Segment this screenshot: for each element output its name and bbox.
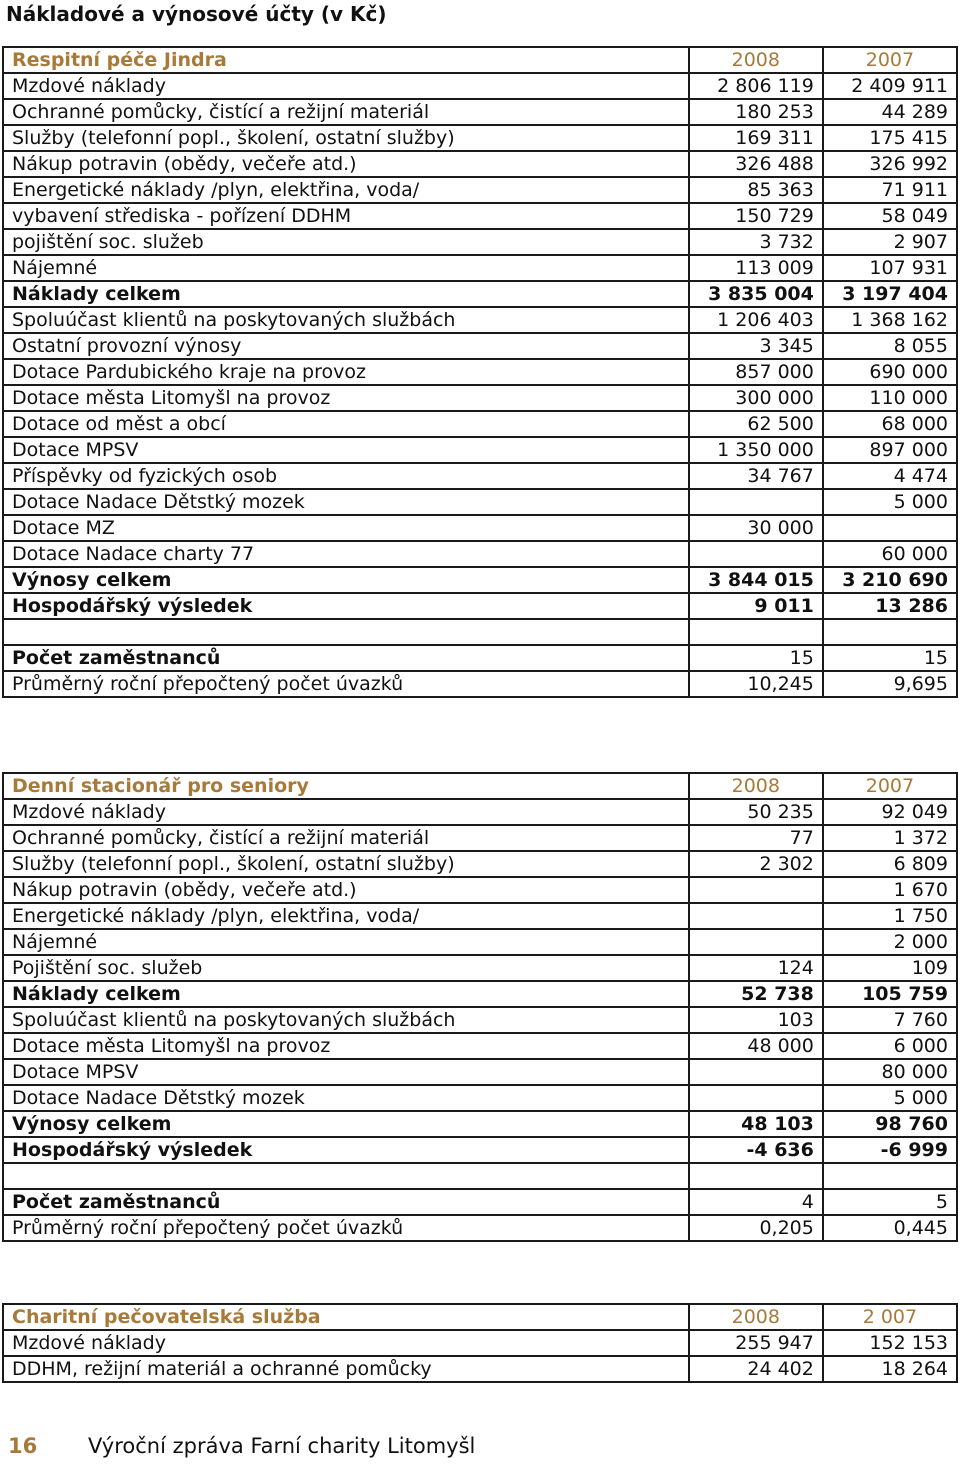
row-value [823, 619, 957, 645]
row-value: 34 767 [689, 463, 823, 489]
table-row [3, 903, 957, 929]
table-row [3, 489, 957, 515]
year-header: 2 007 [823, 1304, 957, 1330]
row-value: 109 [823, 955, 957, 981]
row-value [689, 489, 823, 515]
row-value: 124 [689, 955, 823, 981]
row-value [689, 877, 823, 903]
table-row [3, 463, 957, 489]
row-label [3, 1163, 689, 1189]
row-value: 50 235 [689, 799, 823, 825]
year-header: 2008 [689, 47, 823, 73]
row-value: 0,205 [689, 1215, 823, 1241]
row-value: 113 009 [689, 255, 823, 281]
cost-revenue-table-care-service [2, 1303, 958, 1383]
row-value: 897 000 [823, 437, 957, 463]
row-value: 1 368 162 [823, 307, 957, 333]
row-value: 300 000 [689, 385, 823, 411]
table-row [3, 825, 957, 851]
row-label: Dotace MPSV [3, 1059, 689, 1085]
table-row [3, 955, 957, 981]
table-header-row [3, 1304, 957, 1330]
row-value: 169 311 [689, 125, 823, 151]
row-label: Příspěvky od fyzických osob [3, 463, 689, 489]
row-value: 2 806 119 [689, 73, 823, 99]
table-row [3, 1033, 957, 1059]
row-value: 326 992 [823, 151, 957, 177]
row-value: 2 302 [689, 851, 823, 877]
row-value [689, 1059, 823, 1085]
cost-revenue-table-respite-care [2, 46, 958, 698]
row-value: 3 197 404 [823, 281, 957, 307]
row-value: 4 [689, 1189, 823, 1215]
row-value: 58 049 [823, 203, 957, 229]
row-value: 2 409 911 [823, 73, 957, 99]
row-label: Služby (telefonní popl., školení, ostatní služby) [3, 125, 689, 151]
table-row [3, 981, 957, 1007]
row-label: Výnosy celkem [3, 567, 689, 593]
row-value [689, 619, 823, 645]
table-row [3, 593, 957, 619]
section-title: Respitní péče Jindra [3, 47, 689, 73]
row-value: 10,245 [689, 671, 823, 697]
row-label: vybavení střediska - pořízení DDHM [3, 203, 689, 229]
row-value [689, 1163, 823, 1189]
row-value: 92 049 [823, 799, 957, 825]
row-label: Spoluúčast klientů na poskytovaných službách [3, 307, 689, 333]
row-value: 6 000 [823, 1033, 957, 1059]
row-value: 3 210 690 [823, 567, 957, 593]
table-row [3, 203, 957, 229]
row-value: 15 [823, 645, 957, 671]
table-row [3, 281, 957, 307]
row-value: 3 732 [689, 229, 823, 255]
row-value: 71 911 [823, 177, 957, 203]
row-label: pojištění soc. služeb [3, 229, 689, 255]
row-label: Počet zaměstnanců [3, 1189, 689, 1215]
row-value: 24 402 [689, 1356, 823, 1382]
row-label: Průměrný roční přepočtený počet úvazků [3, 1215, 689, 1241]
row-label: Nájemné [3, 255, 689, 281]
table-row [3, 73, 957, 99]
table-row [3, 229, 957, 255]
row-value: 107 931 [823, 255, 957, 281]
section-title: Charitní pečovatelská služba [3, 1304, 689, 1330]
row-value: 255 947 [689, 1330, 823, 1356]
row-label: Mzdové náklady [3, 1330, 689, 1356]
table-row [3, 437, 957, 463]
row-label: Počet zaměstnanců [3, 645, 689, 671]
row-value [823, 1163, 957, 1189]
row-label: Spoluúčast klientů na poskytovaných službách [3, 1007, 689, 1033]
row-label: Služby (telefonní popl., školení, ostatní služby) [3, 851, 689, 877]
table-row [3, 359, 957, 385]
row-value: 48 103 [689, 1111, 823, 1137]
year-header: 2008 [689, 773, 823, 799]
row-value: 68 000 [823, 411, 957, 437]
table-row [3, 1330, 957, 1356]
table-row [3, 567, 957, 593]
row-value [823, 515, 957, 541]
row-label: Náklady celkem [3, 281, 689, 307]
row-value: 48 000 [689, 1033, 823, 1059]
row-value [689, 929, 823, 955]
row-value: 18 264 [823, 1356, 957, 1382]
row-value: 9,695 [823, 671, 957, 697]
row-value: 13 286 [823, 593, 957, 619]
row-value: 152 153 [823, 1330, 957, 1356]
page-title: Nákladové a výnosové účty (v Kč) [6, 2, 387, 26]
table-row [3, 851, 957, 877]
row-label: Nákup potravin (obědy, večeře atd.) [3, 151, 689, 177]
row-label: Dotace města Litomyšl na provoz [3, 385, 689, 411]
row-label: DDHM, režijní materiál a ochranné pomůcky [3, 1356, 689, 1382]
table-row [3, 1111, 957, 1137]
row-value: -6 999 [823, 1137, 957, 1163]
table-header-row [3, 47, 957, 73]
table-row [3, 99, 957, 125]
table-row [3, 671, 957, 697]
row-value [689, 1085, 823, 1111]
table-row [3, 307, 957, 333]
row-value: 150 729 [689, 203, 823, 229]
row-label: Mzdové náklady [3, 799, 689, 825]
table-row [3, 1137, 957, 1163]
page-footer [8, 1434, 475, 1458]
table-row [3, 645, 957, 671]
row-value: 9 011 [689, 593, 823, 619]
row-value: 98 760 [823, 1111, 957, 1137]
row-value: 44 289 [823, 99, 957, 125]
row-label: Dotace Pardubického kraje na provoz [3, 359, 689, 385]
table-row [3, 1189, 957, 1215]
row-label [3, 619, 689, 645]
row-value: 3 844 015 [689, 567, 823, 593]
section-title: Denní stacionář pro seniory [3, 773, 689, 799]
row-label: Dotace od měst a obcí [3, 411, 689, 437]
row-value: 857 000 [689, 359, 823, 385]
year-header: 2008 [689, 1304, 823, 1330]
row-label: Dotace Nadace Dětstký mozek [3, 1085, 689, 1111]
row-label: Náklady celkem [3, 981, 689, 1007]
table-row [3, 877, 957, 903]
row-label: Energetické náklady /plyn, elektřina, voda/ [3, 903, 689, 929]
row-value: 1 372 [823, 825, 957, 851]
table-row [3, 619, 957, 645]
table-row [3, 385, 957, 411]
row-label: Energetické náklady /plyn, elektřina, voda/ [3, 177, 689, 203]
row-value: 110 000 [823, 385, 957, 411]
page-number: 16 [8, 1434, 38, 1458]
table-row [3, 411, 957, 437]
row-value: 1 206 403 [689, 307, 823, 333]
row-value: 1 750 [823, 903, 957, 929]
table-row [3, 1215, 957, 1241]
row-label: Mzdové náklady [3, 73, 689, 99]
table-row [3, 151, 957, 177]
row-value: 103 [689, 1007, 823, 1033]
year-header: 2007 [823, 47, 957, 73]
row-value: 180 253 [689, 99, 823, 125]
table-header-row [3, 773, 957, 799]
row-value: 5 [823, 1189, 957, 1215]
row-label: Ochranné pomůcky, čistící a režijní materiál [3, 825, 689, 851]
row-value [689, 541, 823, 567]
row-label: Ostatní provozní výnosy [3, 333, 689, 359]
year-header: 2007 [823, 773, 957, 799]
table-row [3, 541, 957, 567]
row-value: 0,445 [823, 1215, 957, 1241]
row-label: Nákup potravin (obědy, večeře atd.) [3, 877, 689, 903]
row-label: Nájemné [3, 929, 689, 955]
row-value: 80 000 [823, 1059, 957, 1085]
row-label: Průměrný roční přepočtený počet úvazků [3, 671, 689, 697]
row-value: 105 759 [823, 981, 957, 1007]
row-value: 4 474 [823, 463, 957, 489]
row-label: Dotace Nadace Dětstký mozek [3, 489, 689, 515]
row-value: 85 363 [689, 177, 823, 203]
row-label: Dotace MZ [3, 515, 689, 541]
row-value: 6 809 [823, 851, 957, 877]
row-label: Pojištění soc. služeb [3, 955, 689, 981]
row-value: 62 500 [689, 411, 823, 437]
table-row [3, 1356, 957, 1382]
row-value: 2 000 [823, 929, 957, 955]
row-value: 5 000 [823, 489, 957, 515]
table-row [3, 333, 957, 359]
row-value: 3 835 004 [689, 281, 823, 307]
row-value: 175 415 [823, 125, 957, 151]
table-row [3, 515, 957, 541]
row-value: -4 636 [689, 1137, 823, 1163]
table-row [3, 1059, 957, 1085]
row-label: Dotace města Litomyšl na provoz [3, 1033, 689, 1059]
table-row [3, 1007, 957, 1033]
row-value: 15 [689, 645, 823, 671]
row-value: 77 [689, 825, 823, 851]
row-value: 3 345 [689, 333, 823, 359]
table-row [3, 799, 957, 825]
row-value: 1 350 000 [689, 437, 823, 463]
row-value: 1 670 [823, 877, 957, 903]
row-label: Dotace Nadace charty 77 [3, 541, 689, 567]
table-row [3, 929, 957, 955]
row-value: 2 907 [823, 229, 957, 255]
row-value: 326 488 [689, 151, 823, 177]
row-label: Hospodářský výsledek [3, 593, 689, 619]
row-value: 60 000 [823, 541, 957, 567]
row-label: Ochranné pomůcky, čistící a režijní materiál [3, 99, 689, 125]
row-value: 690 000 [823, 359, 957, 385]
table-row [3, 255, 957, 281]
row-value: 8 055 [823, 333, 957, 359]
table-row [3, 1163, 957, 1189]
row-label: Dotace MPSV [3, 437, 689, 463]
row-label: Výnosy celkem [3, 1111, 689, 1137]
table-row [3, 1085, 957, 1111]
row-label: Hospodářský výsledek [3, 1137, 689, 1163]
row-value: 52 738 [689, 981, 823, 1007]
row-value [689, 903, 823, 929]
cost-revenue-table-day-center [2, 772, 958, 1242]
row-value: 30 000 [689, 515, 823, 541]
row-value: 5 000 [823, 1085, 957, 1111]
row-value: 7 760 [823, 1007, 957, 1033]
footer-text: Výroční zpráva Farní charity Litomyšl [88, 1434, 476, 1458]
table-row [3, 177, 957, 203]
table-row [3, 125, 957, 151]
